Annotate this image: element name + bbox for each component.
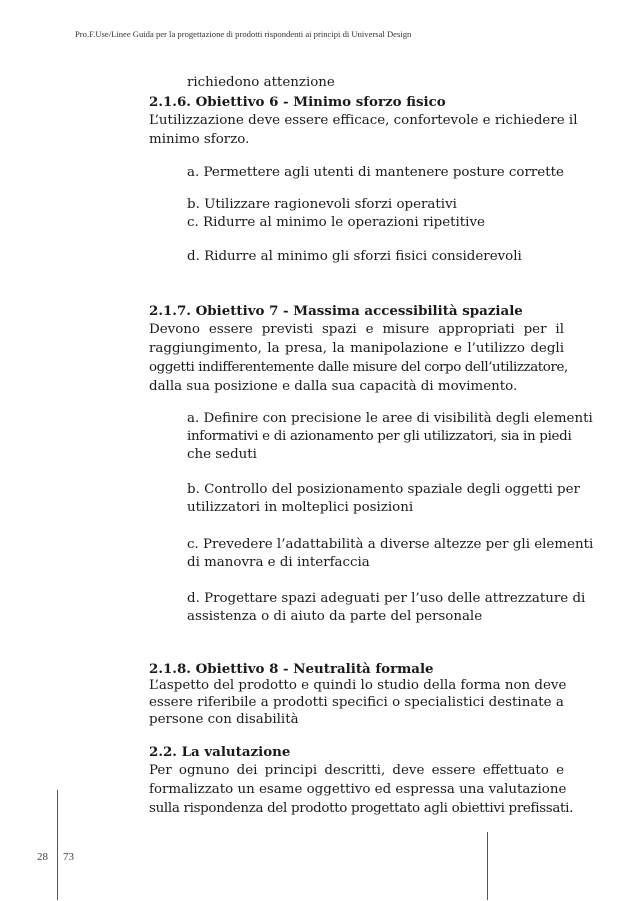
list-item: d. Ridurre al minimo gli sforzi fisici considerevoli (187, 249, 522, 264)
paragraph-line: formalizzato un esame oggettivo ed espressa una valutazione (149, 782, 567, 797)
paragraph-line: minimo sforzo. (149, 132, 250, 147)
section-heading-2-2: 2.2. La valutazione (149, 744, 291, 760)
paragraph-line: Per ognuno dei principi descritti, deve essere effettuato e (149, 763, 564, 778)
running-header: Pro.F.Use/Linee Guida per la progettazione di prodotti rispondenti ai principi di Universal Design (75, 29, 412, 39)
right-margin-rule (487, 832, 488, 900)
paragraph-line: sulla rispondenza del prodotto progettato agli obiettivi prefissati. (149, 801, 574, 816)
list-item: di manovra e di interfaccia (187, 555, 370, 570)
paragraph-line: L’aspetto del prodotto e quindi lo studio della forma non deve (149, 678, 567, 693)
list-item: che seduti (187, 447, 257, 462)
list-item: informativi e di azionamento per gli utilizzatori, sia in piedi (187, 429, 572, 444)
section-heading-2-1-7: 2.1.7. Obiettivo 7 - Massima accessibilità spaziale (149, 303, 523, 319)
list-item: d. Progettare spazi adeguati per l’uso delle attrezzature di (187, 591, 586, 606)
paragraph-line: dalla sua posizione e dalla sua capacità di movimento. (149, 379, 518, 394)
page-number-left: 28 (37, 851, 48, 863)
section-heading-2-1-6: 2.1.6. Obiettivo 6 - Minimo sforzo fisico (149, 94, 446, 110)
paragraph-line: Devono essere previsti spazi e misure appropriati per il (149, 322, 564, 337)
paragraph-line: oggetti indifferentemente dalle misure del corpo dell’utilizzatore, (149, 360, 568, 375)
paragraph-line: essere riferibile a prodotti specifici o specialistici destinate a (149, 695, 564, 710)
list-item: assistenza o di aiuto da parte del personale (187, 609, 483, 624)
paragraph-line: raggiungimento, la presa, la manipolazione e l’utilizzo degli (149, 341, 564, 356)
list-item: a. Definire con precisione le aree di visibilità degli elementi (187, 411, 593, 426)
list-item: b. Utilizzare ragionevoli sforzi operativi (187, 197, 457, 212)
paragraph-line: L’utilizzazione deve essere efficace, confortevole e richiedere il (149, 113, 578, 128)
list-item: b. Controllo del posizionamento spaziale degli oggetti per (187, 482, 580, 497)
list-item: a. Permettere agli utenti di mantenere posture corrette (187, 165, 564, 180)
list-item: utilizzatori in molteplici posizioni (187, 500, 414, 515)
section-heading-2-1-8: 2.1.8. Obiettivo 8 - Neutralità formale (149, 661, 434, 677)
list-item: c. Ridurre al minimo le operazioni ripetitive (187, 215, 485, 230)
paragraph-line: persone con disabilità (149, 712, 299, 727)
page-number-right: 73 (63, 851, 74, 863)
text-line: richiedono attenzione (187, 75, 335, 90)
left-margin-rule (57, 790, 58, 900)
list-item: c. Prevedere l’adattabilità a diverse altezze per gli elementi (187, 537, 594, 552)
